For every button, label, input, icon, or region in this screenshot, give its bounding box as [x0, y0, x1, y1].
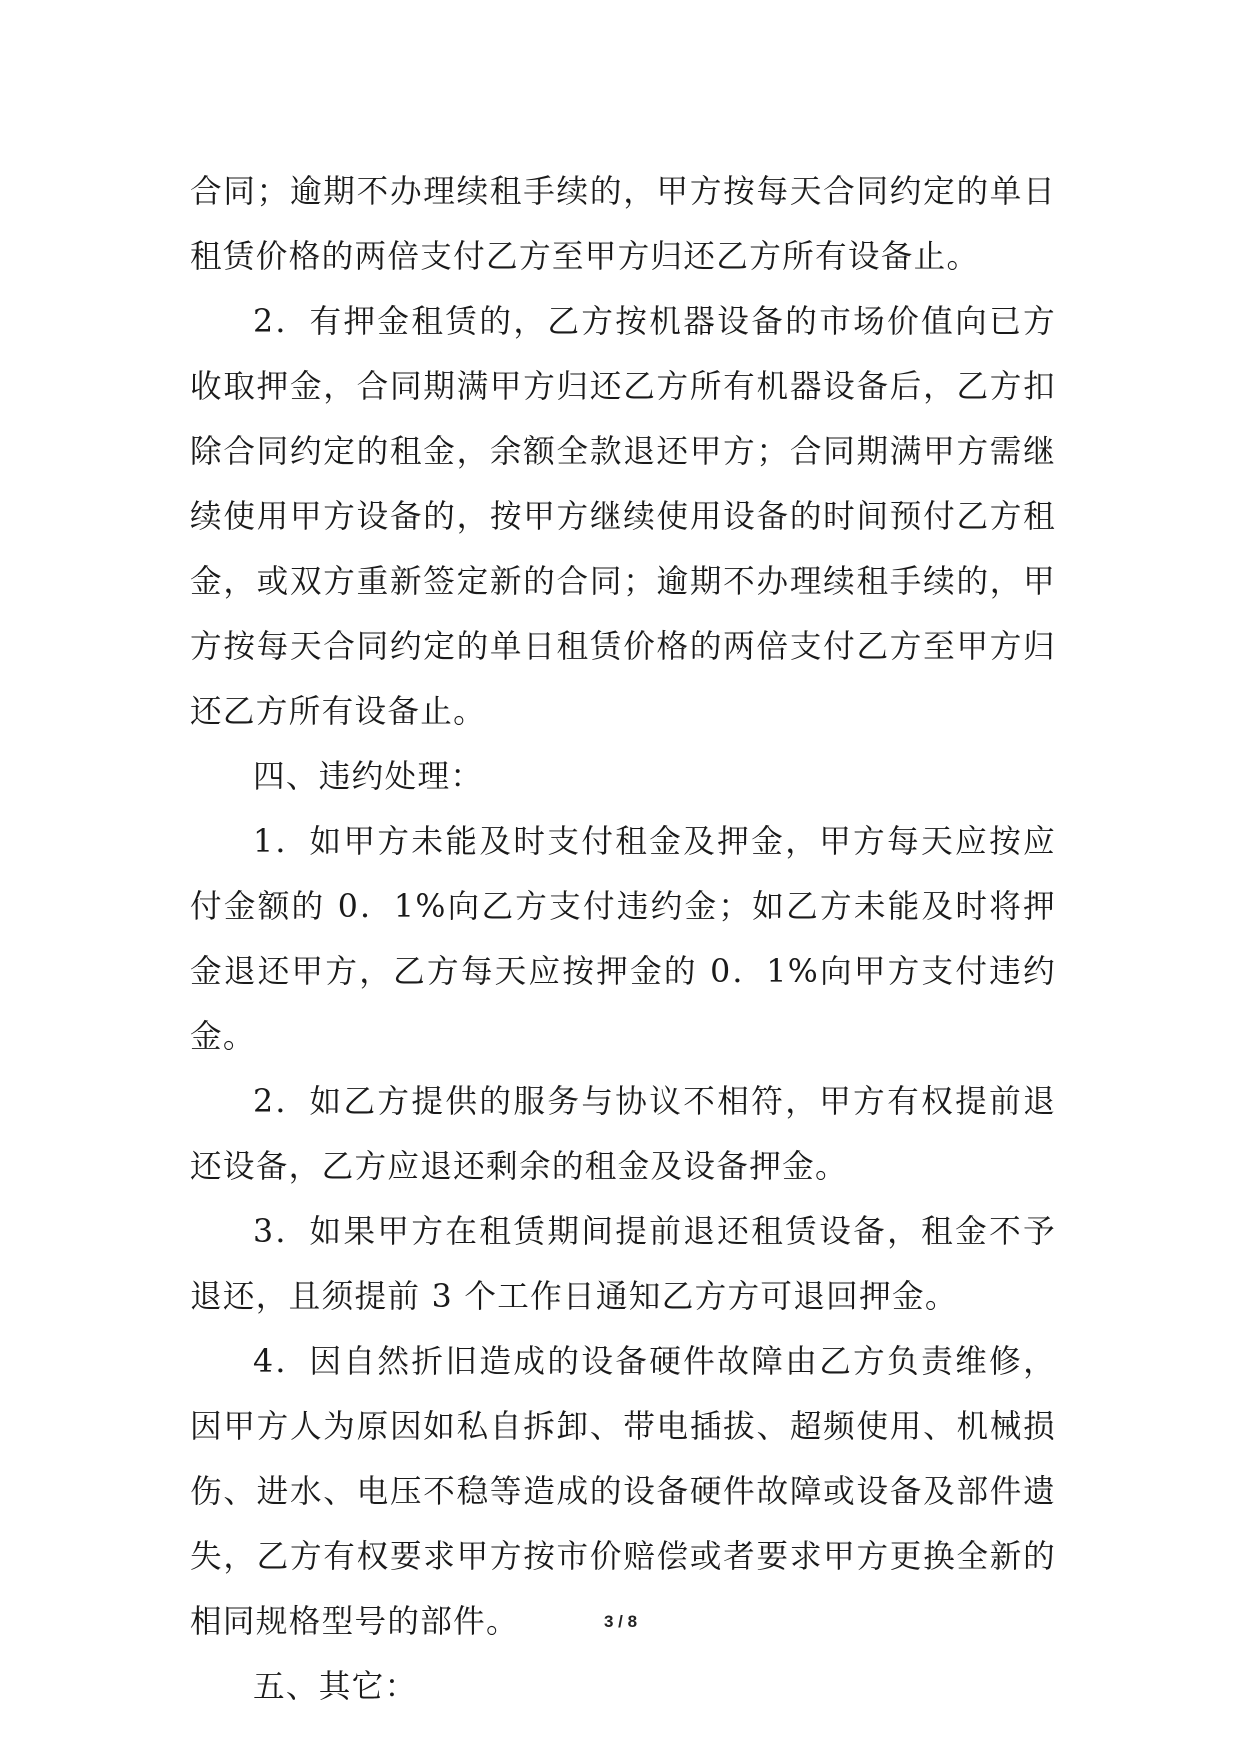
page-number: 3 / 8 [603, 1612, 638, 1631]
document-body [190, 160, 1056, 1720]
paragraph-clause-4-3: 3．如果甲方在租赁期间提前退还租赁设备，租金不予退还，且须提前 3 个工作日通知乙方方可退回押金。 [190, 1214, 1056, 1315]
paragraph-clause-4-1: 1．如甲方未能及时支付租金及押金，甲方每天应按应付金额的 0．1%向乙方支付违约金；如乙方未能及时将押金退还甲方，乙方每天应按押金的 0．1%向甲方支付违约金。 [190, 824, 1056, 1055]
paragraph-clause-4-4: 4．因自然折旧造成的设备硬件故障由乙方负责维修，因甲方人为原因如私自拆卸、带电插拔、超频使用、机械损伤、进水、电压不稳等造成的设备硬件故障或设备及部件遗失，乙方有权要求甲方按市价赔偿或者要求甲方更换全新的相同规格型号的部件。 [190, 1344, 1056, 1640]
section-heading-breach: 四、违约处理： [253, 759, 484, 795]
paragraph-continuation: 合同；逾期不办理续租手续的，甲方按每天合同约定的单日租赁价格的两倍支付乙方至甲方归还乙方所有设备止。 [190, 174, 1056, 275]
section-heading-other: 五、其它： [253, 1669, 418, 1705]
paragraph-clause-4-2: 2．如乙方提供的服务与协议不相符，甲方有权提前退还设备，乙方应退还剩余的租金及设备押金。 [190, 1084, 1056, 1185]
paragraph-clause-3-2: 2．有押金租赁的，乙方按机器设备的市场价值向已方收取押金，合同期满甲方归还乙方所有机器设备后，乙方扣除合同约定的租金，余额全款退还甲方；合同期满甲方需继续使用甲方设备的，按甲方继续使用设备的时间预付乙方租金，或双方重新签定新的合同；逾期不办理续租手续的，甲方按每天合同约定的单日租赁价格的两倍支付乙方至甲方归还乙方所有设备止。 [190, 304, 1056, 730]
